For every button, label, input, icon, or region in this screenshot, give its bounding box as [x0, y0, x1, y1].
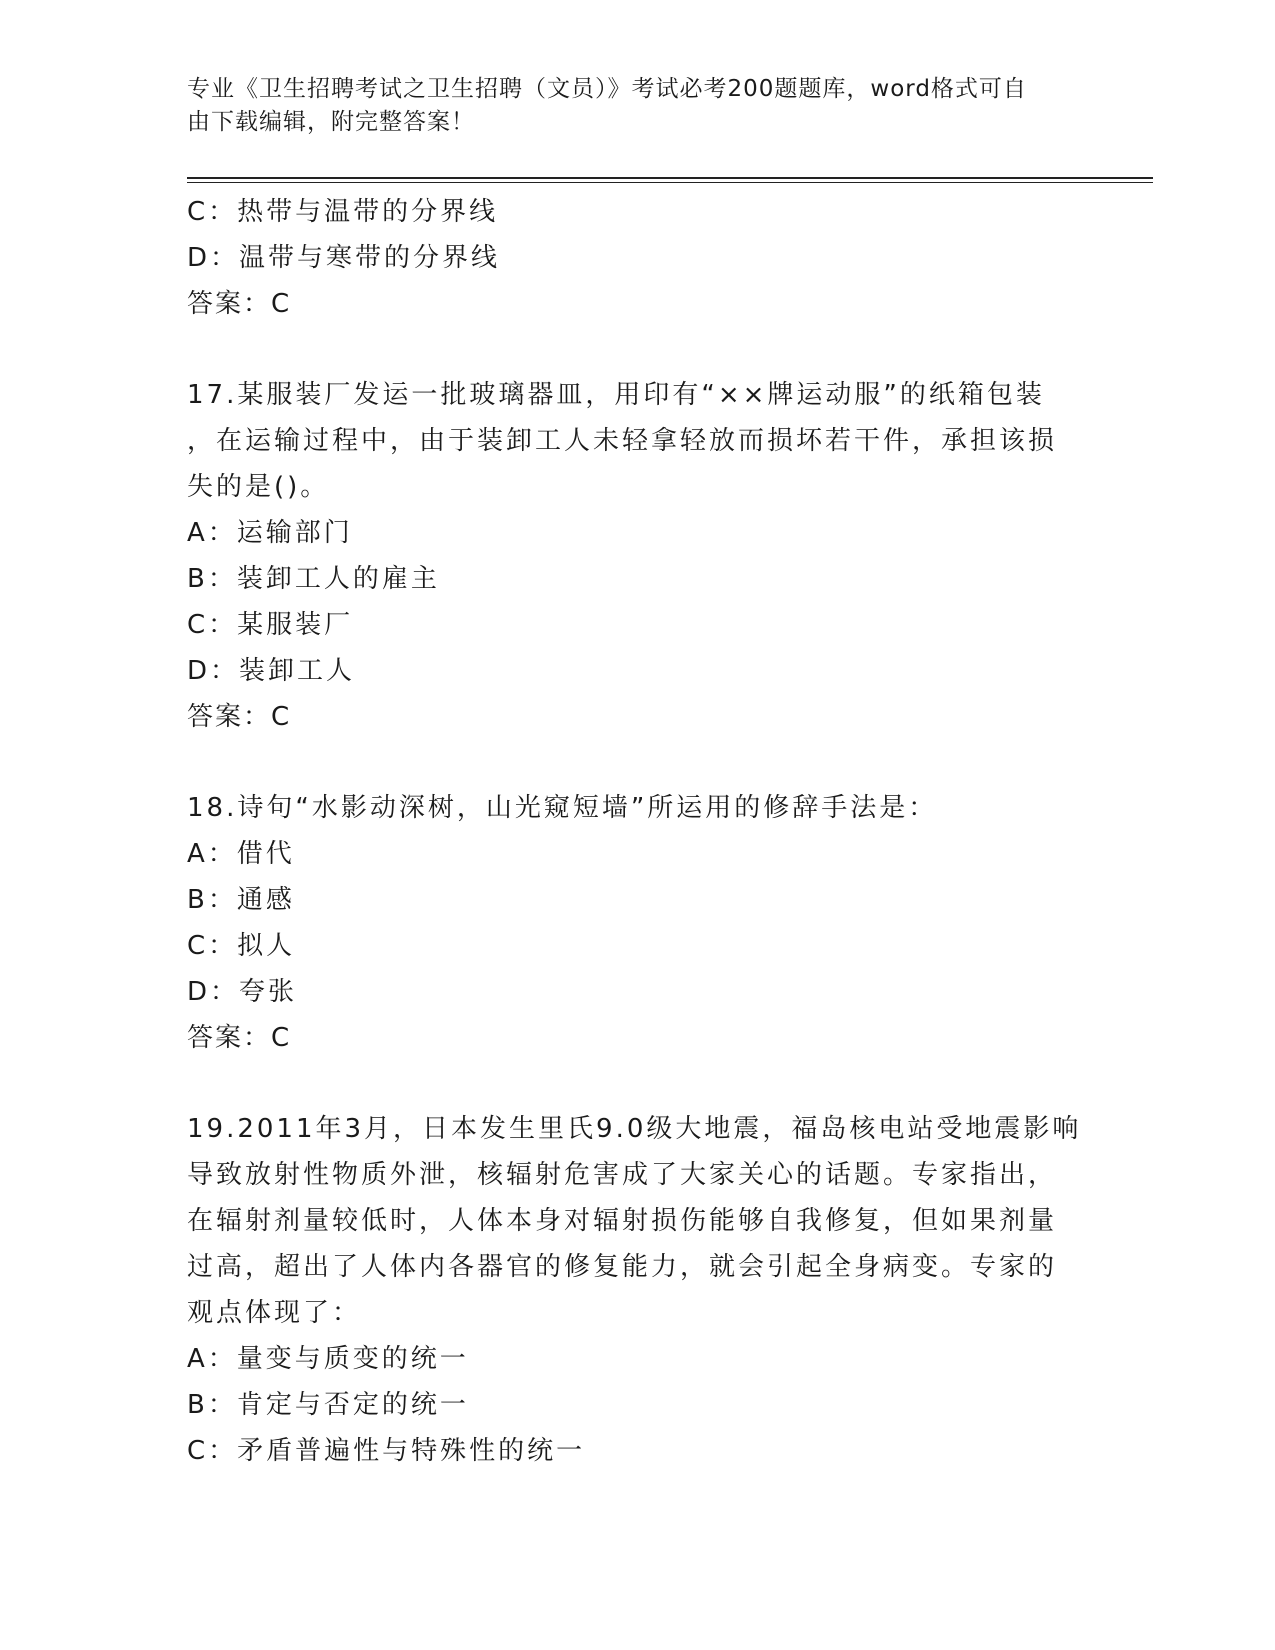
- question-list: [187, 189, 1087, 1474]
- question-stem-line: 在辐射剂量较低时，人体本身对辐射损伤能够自我修复，但如果剂量: [187, 1206, 1058, 1236]
- question-16-tail: [187, 189, 1087, 327]
- option-b: B：装卸工人的雇主: [187, 564, 440, 594]
- option-d: D：夸张: [187, 977, 298, 1007]
- question-stem-line: 19.2011年3月，日本发生里氏9.0级大地震，福岛核电站受地震影响: [187, 1114, 1082, 1144]
- option-a: A：运输部门: [187, 518, 353, 548]
- document-header: [187, 73, 1087, 139]
- option-c: C：拟人: [187, 931, 296, 961]
- question-stem-line: 过高，超出了人体内各器官的修复能力，就会引起全身病变。专家的: [187, 1252, 1058, 1282]
- header-divider-thin: [187, 182, 1153, 183]
- question-19: [187, 1106, 1087, 1474]
- question-stem-line: ，在运输过程中，由于装卸工人未轻拿轻放而损坏若干件，承担该损: [187, 426, 1058, 456]
- answer: 答案：C: [187, 289, 292, 319]
- header-divider-thick: [187, 177, 1153, 179]
- option-c: C：矛盾普遍性与特殊性的统一: [187, 1436, 586, 1466]
- question-stem-line: 导致放射性物质外泄，核辐射危害成了大家关心的话题。专家指出，: [187, 1160, 1058, 1190]
- question-stem-line: 观点体现了：: [187, 1298, 362, 1328]
- option-d: D：温带与寒带的分界线: [187, 243, 501, 273]
- option-a: A：量变与质变的统一: [187, 1344, 469, 1374]
- option-b: B：肯定与否定的统一: [187, 1390, 469, 1420]
- option-b: B：通感: [187, 885, 295, 915]
- question-17: [187, 372, 1087, 740]
- question-18: [187, 785, 1087, 1061]
- option-a: A：借代: [187, 839, 295, 869]
- question-stem-line: 失的是()。: [187, 472, 330, 502]
- answer: 答案：C: [187, 702, 292, 732]
- header-line-2: 由下载编辑，附完整答案！: [187, 109, 475, 135]
- header-line-1: 专业《卫生招聘考试之卫生招聘（文员）》考试必考200题题库，word格式可自: [187, 76, 1027, 102]
- option-d: D：装卸工人: [187, 656, 356, 686]
- spacer: [187, 1061, 1087, 1106]
- answer: 答案：C: [187, 1023, 292, 1053]
- option-c: C：某服装厂: [187, 610, 354, 640]
- question-stem-line: 18.诗句“水影动深树，山光窥短墙”所运用的修辞手法是：: [187, 793, 938, 823]
- option-c: C：热带与温带的分界线: [187, 197, 499, 227]
- spacer: [187, 740, 1087, 785]
- spacer: [187, 327, 1087, 372]
- question-stem-line: 17.某服装厂发运一批玻璃器皿，用印有“××牌运动服”的纸箱包装: [187, 380, 1045, 410]
